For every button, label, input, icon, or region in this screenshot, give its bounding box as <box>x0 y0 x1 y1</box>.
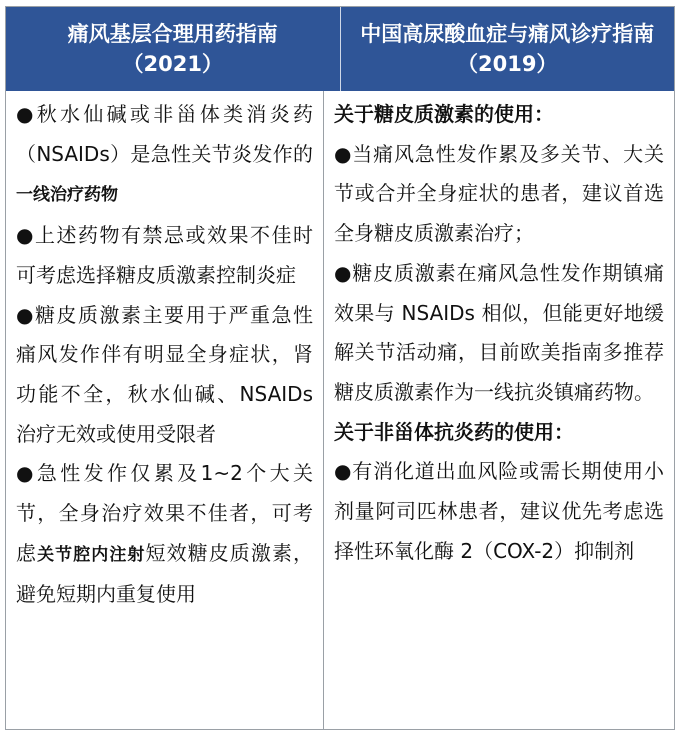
right-heading-nsaids: 关于非甾体抗炎药的使用： <box>334 419 574 444</box>
right-guideline-title: 中国高尿酸血症与痛风诊疗指南 <box>360 22 655 46</box>
bullet-icon: ● <box>334 260 353 285</box>
right-item-1 <box>334 135 664 254</box>
right-item-2 <box>334 254 664 413</box>
header-cell-right <box>340 7 675 91</box>
left-item-2 <box>16 216 313 295</box>
right-column <box>324 91 674 729</box>
left-item-4-text-b: 短效糖皮质激素，避免短期内重复使用 <box>16 540 314 607</box>
left-item-3 <box>16 296 313 455</box>
table-body <box>6 91 674 729</box>
guideline-comparison-table <box>5 6 675 730</box>
header-cell-left <box>6 7 340 91</box>
left-item-1-emphasis: 一线治疗药物 <box>16 185 118 206</box>
left-item-4-emphasis: 关节腔内注射 <box>37 544 146 565</box>
bullet-icon: ● <box>16 102 37 126</box>
left-item-4-text-a: 急性发作仅累及1~2个大关节，全身治疗效果不佳者，可考虑 <box>16 461 314 565</box>
left-column <box>6 91 324 729</box>
right-item-2-text: 糖皮质激素在痛风急性发作期镇痛效果与 NSAIDs 相似，但能更好地缓解关节活动痛，目前欧美指南多推荐糖皮质激素作为一线抗炎镇痛药物。 <box>334 260 665 404</box>
right-guideline-year: （2019） <box>457 52 558 76</box>
left-item-3-text: 糖皮质激素主要用于严重急性痛风发作伴有明显全身症状，肾功能不全，秋水仙碱、NSAIDs 治疗无效或使用受限者 <box>16 302 314 446</box>
right-heading-corticosteroids: 关于糖皮质激素的使用： <box>334 102 554 126</box>
left-item-1-text: 秋水仙碱或非甾体类消炎药（NSAIDs）是急性关节炎发作的 <box>16 102 314 166</box>
bullet-icon: ● <box>16 302 35 327</box>
right-item-1-text: 当痛风急性发作累及多关节、大关节或合并全身症状的患者，建议首选全身糖皮质激素治疗； <box>334 141 665 246</box>
left-guideline-year: （2021） <box>122 52 223 76</box>
left-item-2-text: 上述药物有禁忌或效果不佳时可考虑选择糖皮质激素控制炎症 <box>16 223 314 287</box>
bullet-icon: ● <box>334 459 353 484</box>
table-header <box>6 7 674 91</box>
bullet-icon: ● <box>16 223 35 248</box>
right-item-3 <box>334 452 664 571</box>
bullet-icon: ● <box>16 461 37 486</box>
left-item-1 <box>16 95 313 216</box>
right-item-3-text: 有消化道出血风险或需长期使用小剂量阿司匹林患者，建议优先考虑选择性环氧化酶 2（COX-2）抑制剂 <box>334 459 665 563</box>
left-guideline-title: 痛风基层合理用药指南 <box>67 22 278 46</box>
left-item-4 <box>16 454 313 615</box>
bullet-icon: ● <box>334 141 353 166</box>
